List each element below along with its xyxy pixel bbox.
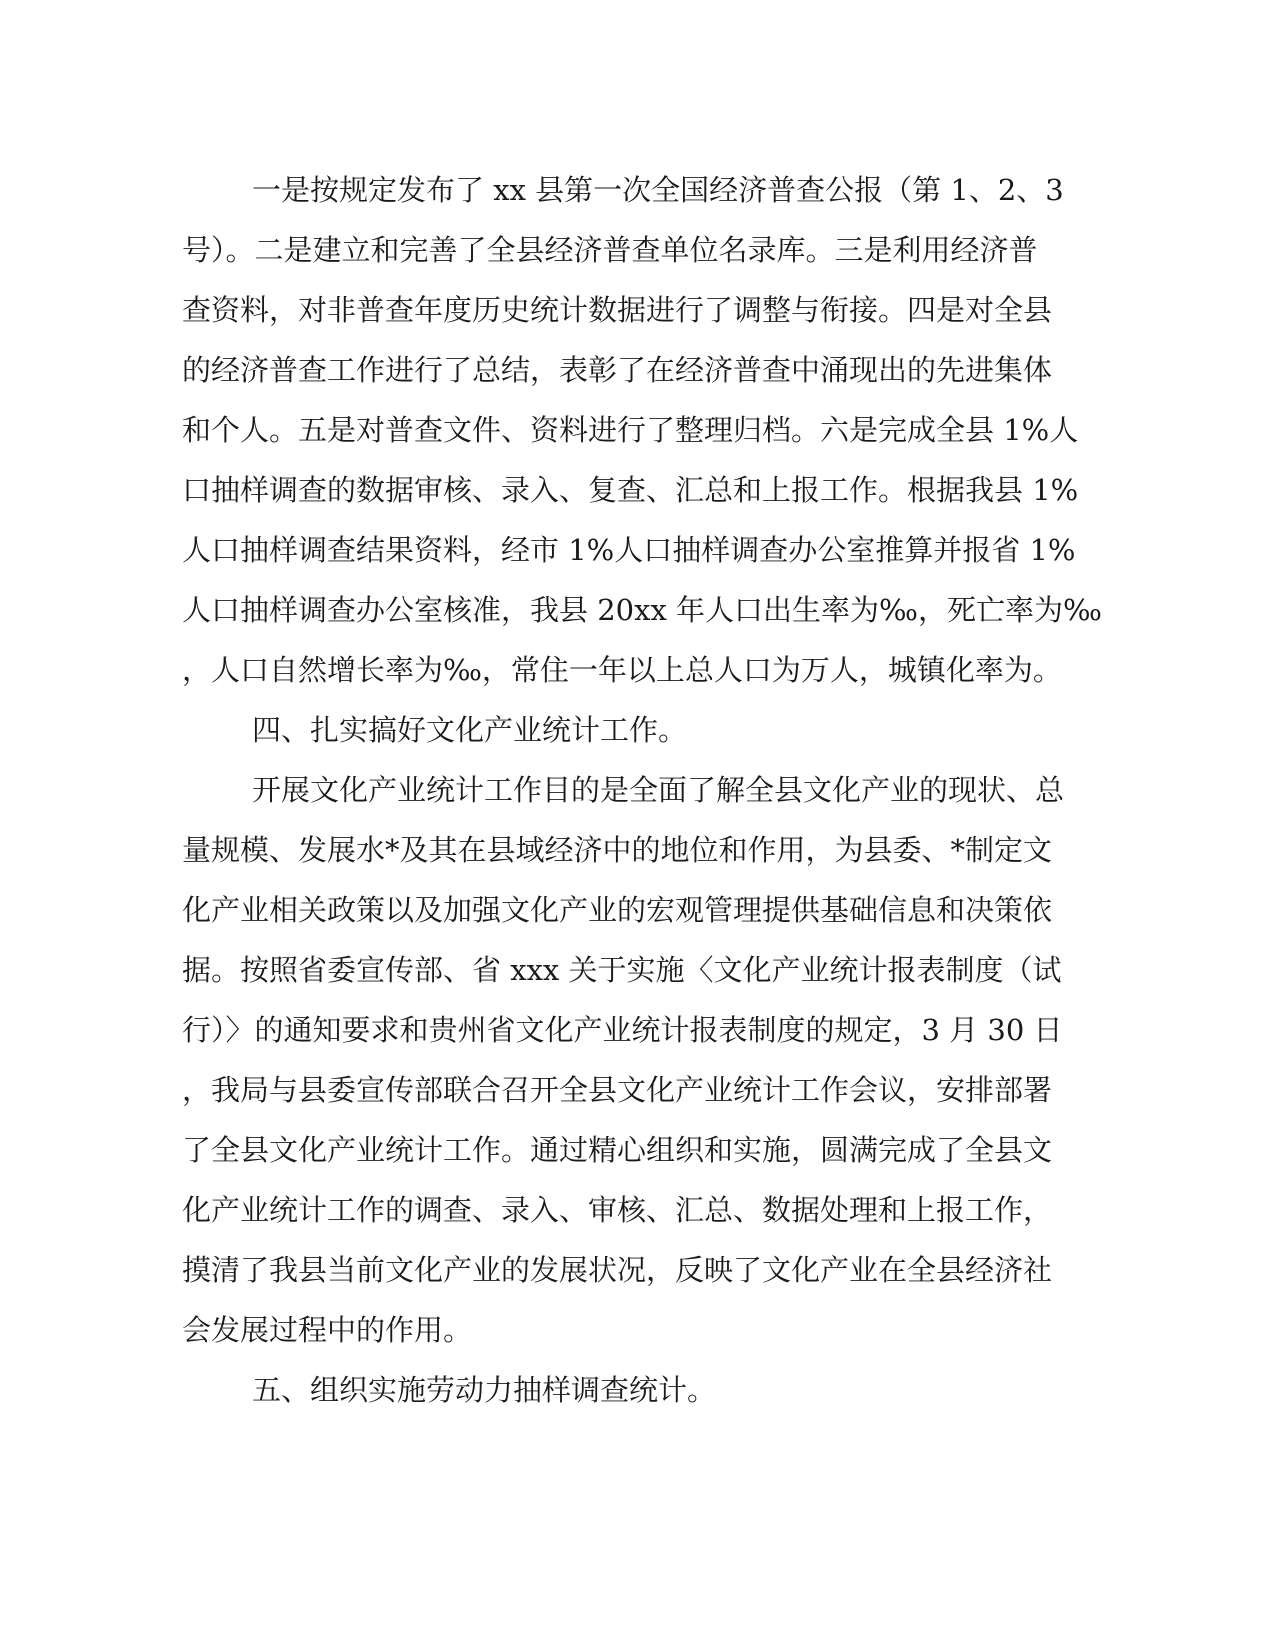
- text-line: 据。按照省委宣传部、省 xxx 关于实施〈文化产业统计报表制度（试: [182, 953, 1062, 987]
- text-line: 的经济普查工作进行了总结，表彰了在经济普查中涌现出的先进集体: [182, 353, 1053, 387]
- paragraph-cultural-industry: [182, 760, 1065, 1360]
- text-line: 和个人。五是对普查文件、资料进行了整理归档。六是完成全县 1%人: [182, 413, 1079, 447]
- text-line: 行）〉的通知要求和贵州省文化产业统计报表制度的规定，3 月 30 日: [182, 1013, 1063, 1047]
- text-line: 化产业相关政策以及加强文化产业的宏观管理提供基础信息和决策依: [182, 893, 1053, 927]
- text-line: 口抽样调查的数据审核、录入、复查、汇总和上报工作。根据我县 1%: [182, 473, 1079, 507]
- text-line: ，我局与县委宣传部联合召开全县文化产业统计工作会议，安排部署: [182, 1073, 1053, 1107]
- text-line: 量规模、发展水*及其在县域经济中的地位和作用，为县委、*制定文: [182, 833, 1053, 867]
- text-line: 摸清了我县当前文化产业的发展状况，反映了文化产业在全县经济社: [182, 1253, 1053, 1287]
- text-line: 会发展过程中的作用。: [182, 1313, 473, 1347]
- section-heading-5: 五、组织实施劳动力抽样调查统计。: [252, 1373, 717, 1407]
- text-line: 查资料，对非普查年度历史统计数据进行了调整与衔接。四是对全县: [182, 293, 1053, 327]
- text-line: 人口抽样调查结果资料，经市 1%人口抽样调查办公室推算并报省 1%: [182, 533, 1076, 567]
- text-line: 人口抽样调查办公室核准，我县 20xx 年人口出生率为‰，死亡率为‰: [182, 593, 1102, 627]
- text-line: 一是按规定发布了 xx 县第一次全国经济普查公报（第 1、2、3: [252, 173, 1064, 207]
- text-line: 了全县文化产业统计工作。通过精心组织和实施，圆满完成了全县文: [182, 1133, 1053, 1167]
- section-heading-4: 四、扎实搞好文化产业统计工作。: [252, 713, 688, 747]
- body-text: [182, 160, 1102, 1420]
- text-line: 化产业统计工作的调查、录入、审核、汇总、数据处理和上报工作，: [182, 1193, 1053, 1227]
- paragraph-economic-census: [182, 160, 1102, 700]
- text-line: ，人口自然增长率为‰，常住一年以上总人口为万人，城镇化率为。: [182, 653, 1062, 687]
- text-line: 号）。二是建立和完善了全县经济普查单位名录库。三是利用经济普: [182, 233, 1038, 267]
- text-line: 开展文化产业统计工作目的是全面了解全县文化产业的现状、总: [252, 773, 1065, 807]
